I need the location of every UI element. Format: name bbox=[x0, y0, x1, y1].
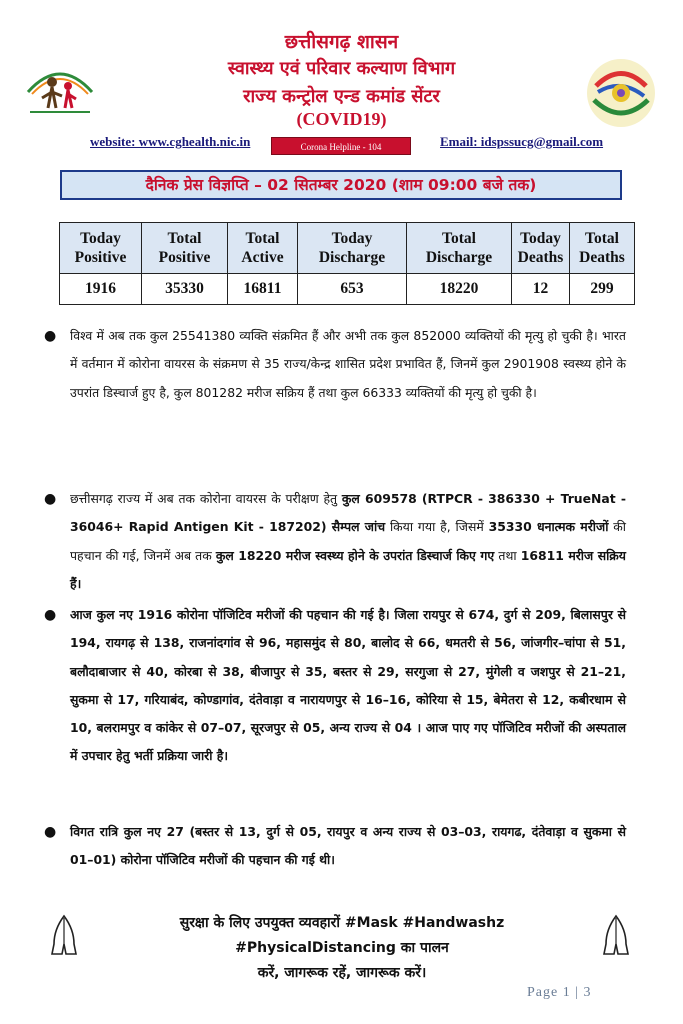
value-today-discharge: 653 bbox=[298, 274, 407, 305]
email-link[interactable]: Email: idspssucg@gmail.com bbox=[440, 134, 604, 149]
header-government: छत्तीसगढ़ शासन bbox=[284, 31, 399, 53]
page-number: Page 1 | 3 bbox=[527, 985, 592, 1000]
stats-value-row bbox=[60, 274, 635, 305]
header-today-positive: Today Positive bbox=[60, 223, 142, 274]
value-today-deaths: 12 bbox=[512, 274, 570, 305]
value-today-positive: 1916 bbox=[60, 274, 142, 305]
header-total-deaths: Total Deaths bbox=[570, 223, 635, 274]
header-command-center: राज्य कन्ट्रोल एन्ड कमांड सेंटर bbox=[243, 86, 440, 107]
namaste-hands-icon bbox=[600, 914, 632, 956]
header-today-deaths: Today Deaths bbox=[512, 223, 570, 274]
stats-header-row bbox=[60, 223, 635, 274]
value-total-deaths: 299 bbox=[570, 274, 635, 305]
website-link[interactable]: website: www.cghealth.nic.in bbox=[90, 134, 251, 149]
helpline-badge: Corona Helpline - 104 bbox=[271, 137, 411, 155]
value-total-positive: 35330 bbox=[142, 274, 228, 305]
header-department: स्वास्थ्य एवं परिवार कल्याण विभाग bbox=[227, 58, 456, 79]
header-total-discharge: Total Discharge bbox=[407, 223, 512, 274]
paragraph-state-testing: ● छत्तीसगढ़ राज्य में अब तक कोरोना वायरस के परीक्षण हेतु कुल 609578 (RTPCR - 386330 + TrueNat - 36046+ Rapid Antigen Kit - 187202) सैम्पल जांच किया गया है, जिसमें 35330 धनात्मक मरीजों की पहचान की गई, जिनमें अब तक कुल 18220 मरीज स्वस्थ्य होने के उपरांत डिस्चार्ज किए गए तथा 16811 मरीज सक्रिय हैं। bbox=[70, 485, 626, 598]
paragraph-today-districts: ● आज कुल नए 1916 कोरोना पॉजिटिव मरीजों की पहचान की गई है। जिला रायपुर से 674, दुर्ग से 209, बिलासपुर से 194, रायगढ़ से 138, राजनांदगांव से 96, महासमुंद से 80, बालोद से 66, धमतरी से 56, जांजगीर–चांपा से 51, बलौदाबाजार से 40, कोरबा से 38, बीजापुर से 35, बस्तर से 29, सरगुजा से 27, मुंगेली व जशपुर से 21–21, सुकमा से 17, गरियाबंद, कोण्डागांव, दंतेवाड़ा व नारायणपुर से 16–16, कोरिया से 15, बेमेतरा से 12, कबीरधाम से 10, बलरामपुर व कांकेर से 07–07, सूरजपुर से 05, अन्य राज्य से 04 । आज पाए गए पॉजिटिव मरीजों की अस्पताल में उपचार हेतु भर्ती प्रक्रिया जारी है। bbox=[70, 601, 626, 771]
header-covid19: (COVID19) bbox=[296, 109, 387, 129]
header-total-active: Total Active bbox=[228, 223, 298, 274]
paragraph-last-night: ● विगत रात्रि कुल नए 27 (बस्तर से 13, दुर्ग से 05, रायपुर व अन्य राज्य से 03–03, रायगढ, दंतेवाड़ा व सुकमा से 01–01) कोरोना पॉजिटिव मरीजों की पहचान की गई थी। bbox=[70, 818, 626, 875]
value-total-active: 16811 bbox=[228, 274, 298, 305]
bullet-icon: ● bbox=[44, 607, 57, 623]
bullet-icon: ● bbox=[44, 491, 57, 507]
safety-message: सुरक्षा के लिए उपयुक्त व्यवहारों #Mask #Handwashz #PhysicalDistancing का पालन करें, जागरूक रहें, जागरूक करें। bbox=[179, 915, 505, 981]
bullet-icon: ● bbox=[44, 328, 57, 344]
press-release-title: दैनिक प्रेस विज्ञप्ति – 02 सितम्बर 2020 (शाम 09:00 बजे तक) bbox=[60, 170, 622, 200]
bullet-icon: ● bbox=[44, 824, 57, 840]
paragraph-world-india: ● विश्व में अब तक कुल 25541380 व्यक्ति संक्रमित हैं और अभी तक कुल 852000 व्यक्तियों की मृत्यु हो चुकी है। भारत में वर्तमान में कोरोना वायरस के संक्रमण से 35 राज्य/केन्द्र शासित प्रदेश प्रभावित हैं, जिनमें कुल 2901908 स्वस्थ्य होने के उपरांत डिस्चार्ज हुए है, कुल 801282 मरीज सक्रिय हैं तथा कुल 66333 व्यक्तियों की मृत्यु हो चुकी है। bbox=[70, 322, 626, 407]
namaste-hands-icon bbox=[48, 914, 80, 956]
header-today-discharge: Today Discharge bbox=[298, 223, 407, 274]
value-total-discharge: 18220 bbox=[407, 274, 512, 305]
header-total-positive: Total Positive bbox=[142, 223, 228, 274]
covid-stats-table bbox=[59, 222, 635, 305]
